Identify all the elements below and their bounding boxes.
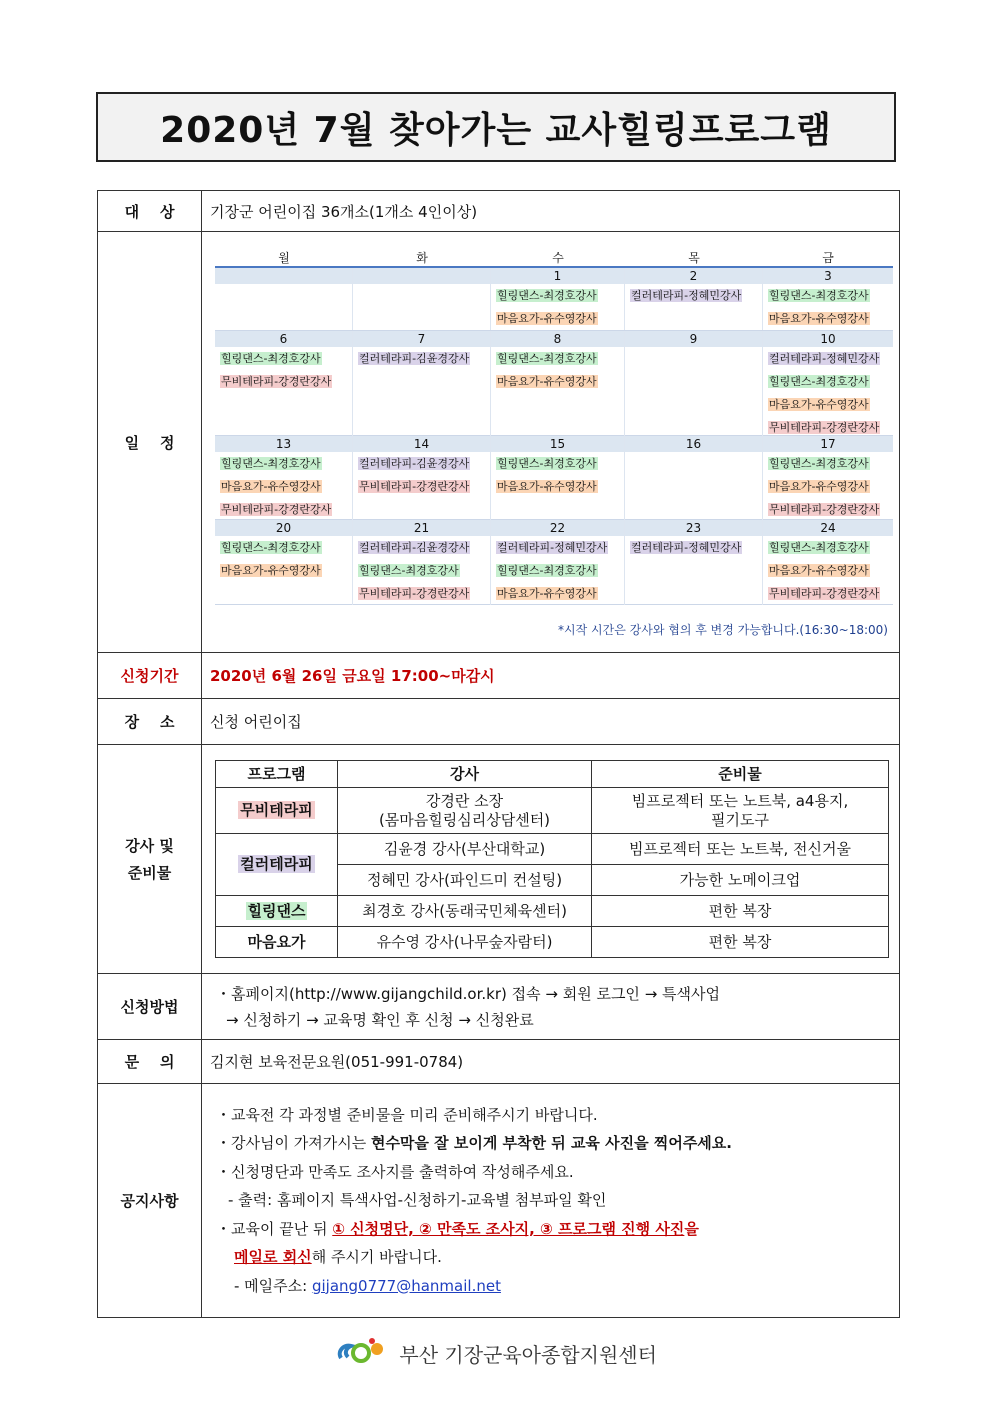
notice-line2-b: 현수막을 잘 보이게 부착한 뒤 교육 사진을 찍어주세요. (370, 1134, 732, 1153)
lecturer-label (98, 745, 202, 974)
calendar-header (215, 250, 893, 268)
calendar-event (353, 582, 490, 605)
calendar-event-label: 힐링댄스-최경호강사 (497, 457, 597, 470)
calendar-day-number: 14 (353, 436, 490, 452)
calendar-day-cell (763, 331, 893, 439)
calendar-event (491, 284, 624, 307)
calendar-day-cell (491, 268, 625, 330)
calendar-event-label: 마음요가-유수영강사 (769, 480, 869, 493)
calendar-event (353, 452, 490, 475)
calendar-event (625, 536, 762, 559)
calendar-event (491, 452, 624, 475)
lecturer-cell (202, 745, 900, 974)
calendar-event-label: 마음요가-유수영강사 (221, 480, 321, 493)
program-yoga (216, 927, 338, 958)
calendar-day-header: 금 (822, 251, 834, 265)
notice-line6-b: 해 주시기 바랍니다. (311, 1248, 442, 1267)
calendar-event-label: 마음요가-유수영강사 (221, 564, 321, 577)
calendar-event-label: 마음요가-유수영강사 (769, 564, 869, 577)
calendar-event (491, 582, 624, 605)
calendar-event-label: 힐링댄스-최경호강사 (497, 352, 597, 365)
schedule-label: 일 정 (98, 232, 202, 653)
lecturer-movie-name: 강경란 소장 (425, 791, 504, 810)
calendar-event (625, 284, 762, 307)
schedule-cell (202, 232, 900, 653)
notice-line7 (216, 1272, 898, 1301)
calendar-day-number: 6 (215, 331, 352, 347)
calendar-week (215, 331, 893, 436)
calendar-event (763, 498, 893, 521)
calendar-day-number: 1 (491, 268, 624, 284)
calendar-event (491, 536, 624, 559)
calendar-event (763, 452, 893, 475)
calendar-day-number: 24 (763, 520, 893, 536)
calendar-day-number: 2 (625, 268, 762, 284)
calendar-day-number (215, 268, 352, 284)
col-program: 프로그램 (216, 761, 338, 788)
period-label: 신청기간 (98, 653, 202, 699)
prep-movie (592, 788, 889, 834)
calendar-event (763, 475, 893, 498)
calendar-event (215, 559, 352, 582)
center-logo-icon (335, 1336, 387, 1371)
notice-line5-a: ・교육이 끝난 뒤 (216, 1219, 333, 1238)
calendar-day-header: 화 (416, 251, 428, 265)
calendar-event (763, 582, 893, 605)
notice-label: 공지사항 (98, 1084, 202, 1318)
calendar-event-label: 마음요가-유수영강사 (497, 587, 597, 600)
calendar-event (491, 347, 624, 370)
calendar-day-number (353, 268, 490, 284)
calendar-day-number: 21 (353, 520, 490, 536)
calendar-day-cell (763, 268, 893, 330)
calendar-week (215, 436, 893, 520)
title-box (96, 92, 896, 162)
calendar-event-label: 컬러테라피-정혜민강사 (497, 541, 608, 554)
calendar-event-label: 마음요가-유수영강사 (769, 398, 869, 411)
method-value (202, 974, 900, 1040)
notice-line3: ・신청명단과 만족도 조사지를 출력하여 작성해주세요. (216, 1162, 574, 1181)
calendar-body (215, 268, 893, 605)
calendar-day-cell (215, 520, 353, 605)
calendar-event-label: 무비테라피-강경란강사 (769, 503, 880, 516)
method-label: 신청방법 (98, 974, 202, 1040)
calendar-event (353, 475, 490, 498)
calendar-event-label: 컬러테라피-김윤경강사 (359, 541, 470, 554)
calendar-day-cell (625, 436, 763, 521)
calendar-day-number: 20 (215, 520, 352, 536)
lecturer-color-b: 정혜민 강사(파인드미 컨설팅) (338, 865, 592, 896)
calendar-event (491, 475, 624, 498)
calendar-day-header: 목 (688, 251, 700, 265)
calendar-day-header: 월 (278, 251, 290, 265)
notice-line6-a: 메일로 회신 (234, 1248, 312, 1267)
calendar-day-header: 수 (552, 251, 564, 265)
program-yoga-label: 마음요가 (247, 932, 306, 951)
calendar-event (491, 370, 624, 393)
inquiry-value: 김지현 보육전문요원(051-991-0784) (202, 1040, 900, 1084)
calendar-event (763, 370, 893, 393)
prep-color-a: 빔프로젝터 또는 노트북, 전신거울 (592, 834, 889, 865)
calendar-event (763, 559, 893, 582)
place-label: 장 소 (98, 699, 202, 745)
lecturer-label-line2: 준비물 (127, 864, 172, 882)
calendar-day-number: 22 (491, 520, 624, 536)
lecturer-movie-org: (몸마음힐링심리상담센터) (378, 810, 551, 829)
prep-movie-line1: 빔프로젝터 또는 노트북, a4용지, (631, 791, 849, 810)
calendar-day-cell (353, 520, 491, 605)
notice-line5-b: ① 신청명단, ② 만족도 조사지, ③ 프로그램 진행 사진 (332, 1219, 685, 1238)
calendar-event-label: 힐링댄스-최경호강사 (769, 541, 869, 554)
calendar-day-number: 10 (763, 331, 893, 347)
lecturer-label-line1: 강사 및 (125, 837, 174, 855)
calendar-event-label: 힐링댄스-최경호강사 (769, 375, 869, 388)
calendar-day-cell (625, 268, 763, 330)
calendar-event-label: 컬러테라피-정혜민강사 (769, 352, 880, 365)
calendar-day-number: 3 (763, 268, 893, 284)
notice-line2-a: ・강사님이 가져가시는 (216, 1134, 371, 1153)
calendar-event (763, 347, 893, 370)
notice-line5-c: 을 (684, 1219, 699, 1238)
calendar-day-number: 15 (491, 436, 624, 452)
calendar-event-label: 무비테라피-강경란강사 (359, 587, 470, 600)
calendar-event (763, 536, 893, 559)
lecturer-table (215, 760, 889, 958)
calendar-event (491, 559, 624, 582)
calendar-event (353, 536, 490, 559)
calendar-event-label: 힐링댄스-최경호강사 (221, 457, 321, 470)
calendar-day-cell (625, 520, 763, 605)
inquiry-label: 문 의 (98, 1040, 202, 1084)
footer-text: 부산 기장군육아종합지원센터 (399, 1343, 657, 1367)
period-value: 2020년 6월 26일 금요일 17:00~마감시 (202, 653, 900, 699)
notice-line4: - 출력: 홈페이지 특색사업-신청하기-교육별 첨부파일 확인 (228, 1191, 607, 1210)
program-color-label: 컬러테라피 (240, 855, 313, 873)
calendar-note: *시작 시간은 강사와 협의 후 변경 가능합니다.(16:30~18:00) (558, 623, 888, 637)
page-title: 2020년 7월 찾아가는 교사힐링프로그램 (160, 109, 832, 151)
prep-dance: 편한 복장 (592, 896, 889, 927)
prep-movie-line2: 필기도구 (711, 810, 769, 829)
calendar (215, 250, 893, 605)
calendar-event (215, 347, 352, 370)
calendar-day-cell (625, 331, 763, 439)
calendar-day-cell (763, 436, 893, 521)
calendar-event (491, 307, 624, 330)
calendar-day-number: 13 (215, 436, 352, 452)
calendar-week (215, 520, 893, 605)
calendar-day-cell (491, 436, 625, 521)
prep-color-b: 가능한 노메이크업 (592, 865, 889, 896)
notice-line1: ・교육전 각 과정별 준비물을 미리 준비해주시기 바랍니다. (216, 1105, 598, 1124)
lecturer-dance: 최경호 강사(동래국민체육센터) (338, 896, 592, 927)
calendar-day-cell (215, 331, 353, 439)
target-label: 대 상 (98, 191, 202, 232)
calendar-event (353, 347, 490, 370)
calendar-event-label: 마음요가-유수영강사 (497, 480, 597, 493)
notice-line2 (216, 1129, 898, 1158)
program-color (216, 834, 338, 896)
calendar-day-cell (215, 268, 353, 330)
calendar-day-cell (353, 436, 491, 521)
calendar-event (763, 393, 893, 416)
prep-yoga: 편한 복장 (592, 927, 889, 958)
notice-line6 (216, 1243, 898, 1272)
info-table (97, 190, 900, 1318)
calendar-event-label: 무비테라피-강경란강사 (769, 587, 880, 600)
calendar-event-label: 힐링댄스-최경호강사 (497, 289, 597, 302)
calendar-event-label: 컬러테라피-김윤경강사 (359, 457, 470, 470)
calendar-event (353, 559, 490, 582)
calendar-event-label: 컬러테라피-정혜민강사 (631, 289, 742, 302)
calendar-week (215, 268, 893, 331)
calendar-day-number: 23 (625, 520, 762, 536)
calendar-day-number: 16 (625, 436, 762, 452)
target-value: 기장군 어린이집 36개소(1개소 4인이상) (202, 191, 900, 232)
calendar-event-label: 무비테라피-강경란강사 (359, 480, 470, 493)
calendar-event (763, 284, 893, 307)
notice-cell (202, 1084, 900, 1318)
col-prep: 준비물 (592, 761, 889, 788)
calendar-day-number: 17 (763, 436, 893, 452)
calendar-day-cell (763, 520, 893, 605)
calendar-event (215, 536, 352, 559)
calendar-event-label: 힐링댄스-최경호강사 (221, 352, 321, 365)
place-value: 신청 어린이집 (202, 699, 900, 745)
calendar-event-label: 무비테라피-강경란강사 (221, 503, 332, 516)
calendar-day-cell (491, 520, 625, 605)
calendar-event-label: 컬러테라피-김윤경강사 (359, 352, 470, 365)
calendar-event (763, 307, 893, 330)
calendar-day-cell (215, 436, 353, 521)
calendar-event (215, 452, 352, 475)
program-movie (216, 788, 338, 834)
email-link[interactable]: gijang0777@hanmail.net (311, 1276, 501, 1295)
calendar-day-cell (353, 331, 491, 439)
calendar-event-label: 힐링댄스-최경호강사 (769, 289, 869, 302)
calendar-event-label: 힐링댄스-최경호강사 (769, 457, 869, 470)
col-lecturer: 강사 (338, 761, 592, 788)
program-movie-label: 무비테라피 (240, 801, 313, 819)
lecturer-color-a: 김윤경 강사(부산대학교) (338, 834, 592, 865)
program-dance-label: 힐링댄스 (247, 901, 306, 920)
footer (0, 1336, 992, 1371)
calendar-event (215, 370, 352, 393)
calendar-day-number: 8 (491, 331, 624, 347)
calendar-day-number: 7 (353, 331, 490, 347)
calendar-event-label: 힐링댄스-최경호강사 (221, 541, 321, 554)
calendar-event (215, 475, 352, 498)
calendar-day-cell (353, 268, 491, 330)
calendar-event-label: 힐링댄스-최경호강사 (497, 564, 597, 577)
program-dance (216, 896, 338, 927)
calendar-event-label: 컬러테라피-정혜민강사 (631, 541, 742, 554)
lecturer-yoga: 유수영 강사(나무숲자람터) (338, 927, 592, 958)
calendar-event-label: 힐링댄스-최경호강사 (359, 564, 459, 577)
calendar-event-label: 마음요가-유수영강사 (769, 312, 869, 325)
calendar-event-label: 마음요가-유수영강사 (497, 312, 597, 325)
method-line2: → 신청하기 → 교육명 확인 후 신청 → 신청완료 (226, 1010, 534, 1029)
calendar-day-number: 9 (625, 331, 762, 347)
calendar-event-label: 무비테라피-강경란강사 (769, 421, 880, 434)
notice-line5 (216, 1215, 898, 1244)
calendar-event (215, 498, 352, 521)
calendar-event-label: 무비테라피-강경란강사 (221, 375, 332, 388)
calendar-day-cell (491, 331, 625, 439)
calendar-event-label: 마음요가-유수영강사 (497, 375, 597, 388)
notice-line7-a: - 메일주소: (234, 1276, 312, 1295)
method-line1: ・홈페이지(http://www.gijangchild.or.kr) 접속 → 회원 로그인 → 특색사업 (216, 984, 720, 1003)
lecturer-movie (338, 788, 592, 834)
